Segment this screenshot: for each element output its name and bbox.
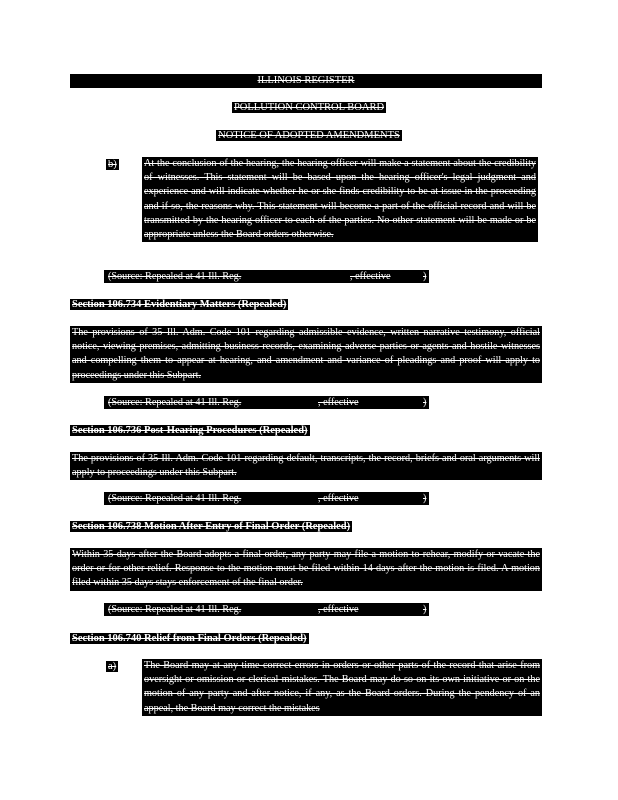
- board-name: POLLUTION CONTROL BOARD: [233, 102, 385, 113]
- para-a-label-box: [104, 660, 120, 673]
- source-4-prefix: (Source: Repealed at 41 Ill. Reg.: [108, 604, 242, 615]
- section-740-heading-box: [70, 632, 309, 645]
- section-736-text: The provisions of 35 Ill. Adm. Code 101 regarding default, transcripts, the record, briefs and oral arguments will apply to proceedings under this Subpart.: [70, 452, 542, 480]
- source-1-mid: , effective: [350, 271, 391, 282]
- section-740-para-a-text: The Board may at any time correct errors in orders or other parts of the record that arise from oversight or omission or clerical mistakes. The Board may do so on its own initiative or on the motion of any party and after notice, if any, as the Board orders. During the pendency of an appeal, the Board may correct the mistakes: [142, 659, 542, 716]
- source-2-end: ): [423, 397, 427, 408]
- register-title: ILLINOIS REGISTER: [257, 75, 355, 86]
- source-note-4: [104, 603, 429, 616]
- section-734-heading: Section 106.734 Evidentiary Matters (Repealed): [72, 299, 287, 310]
- section-736-heading: Section 106.736 Post-Hearing Procedures (Repealed): [72, 425, 308, 436]
- source-3-mid: , effective: [318, 493, 359, 504]
- section-736-heading-box: [70, 424, 310, 437]
- source-3-prefix: (Source: Repealed at 41 Ill. Reg.: [108, 493, 242, 504]
- source-note-1: [104, 270, 429, 283]
- section-738-heading-box: [70, 520, 352, 533]
- register-header: [70, 74, 542, 88]
- source-3-end: ): [423, 493, 427, 504]
- board-line: [0, 101, 618, 114]
- notice-line: [0, 129, 618, 142]
- section-738-heading: Section 106.738 Motion After Entry of Final Order (Repealed): [72, 521, 351, 532]
- section-734-text: The provisions of 35 Ill. Adm. Code 101 regarding admissible evidence, written narrative testimony, official notice, viewing premises, admitting business records, examining adverse parties or agents and hostile witnesses and compelling them to appear at hearing, and amendment and variance of pleadings and proof will apply to proceedings under this Subpart.: [70, 326, 542, 383]
- source-4-end: ): [423, 604, 427, 615]
- section-740-heading: Section 106.740 Relief from Final Orders (Repealed): [72, 633, 307, 644]
- section-738-text: Within 35 days after the Board adopts a final order, any party may file a motion to rehear, modify or vacate the order or for other relief. Response to the motion must be filed within 14 days after the motion is filed. A motion filed within 35 days stays enforcement of the final order.: [70, 548, 542, 591]
- para-b-label: b): [108, 159, 117, 170]
- source-2-prefix: (Source: Repealed at 41 Ill. Reg.: [108, 397, 242, 408]
- source-1-prefix: (Source: Repealed at 41 Ill. Reg.: [108, 271, 242, 282]
- para-a-label: a): [108, 661, 117, 672]
- para-b-label-box: [104, 158, 121, 171]
- notice-title: NOTICE OF ADOPTED AMENDMENTS: [218, 130, 400, 141]
- source-note-3: [104, 492, 429, 505]
- source-note-2: [104, 396, 429, 409]
- section-734-heading-box: [70, 298, 288, 311]
- para-b-text: At the conclusion of the hearing, the hearing officer will make a statement about the credibility of witnesses. This statement will be based upon the hearing officer's legal judgment and experience and will indicate whether he or she finds credibility to be at issue in the proceeding and if so, the reasons why. This statement will become a part of the official record and will be transmitted by the hearing officer to each of the parties. No other statement will be made or be appropriate unless the Board orders otherwise.: [142, 157, 538, 242]
- source-2-mid: , effective: [318, 397, 359, 408]
- source-1-end: ): [423, 271, 427, 282]
- source-4-mid: , effective: [318, 604, 359, 615]
